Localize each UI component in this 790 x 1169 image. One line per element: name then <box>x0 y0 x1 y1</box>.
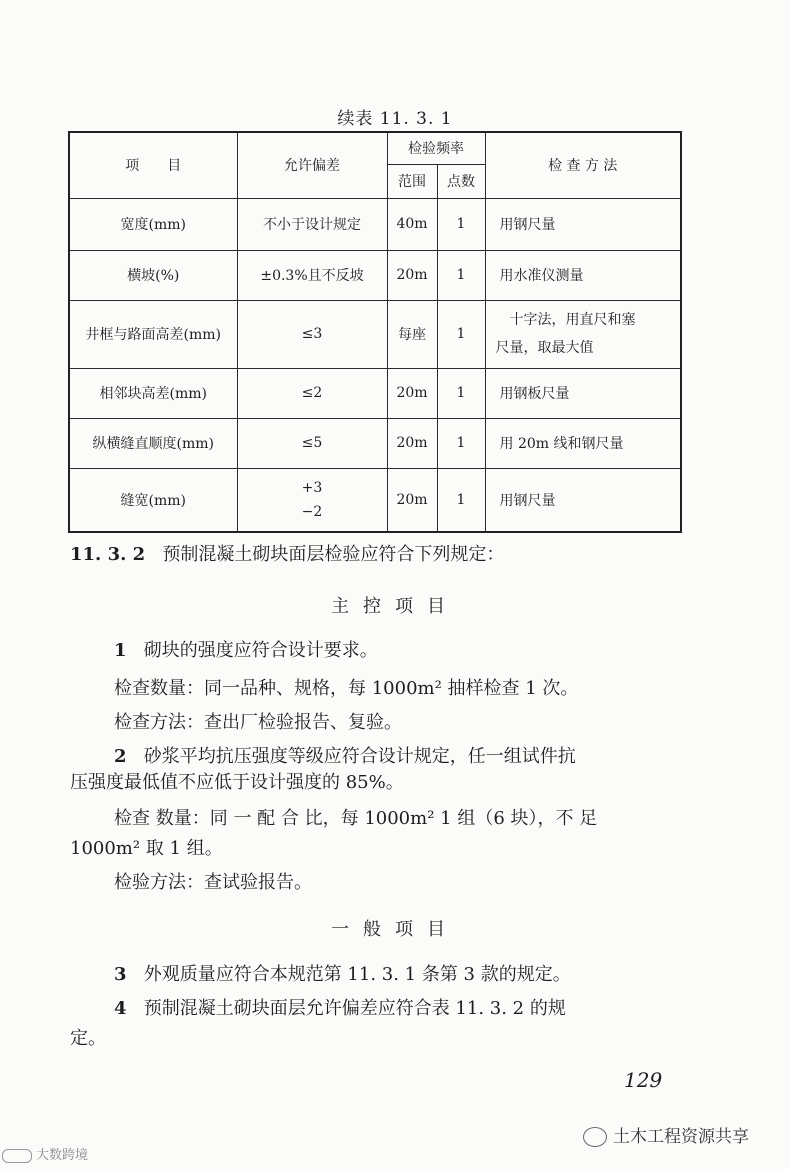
cell-deviation: ±0.3%且不反坡 <box>237 250 387 300</box>
table-row <box>69 198 681 250</box>
cell-range: 20m <box>387 468 437 532</box>
header-frequency: 检验频率 <box>387 132 485 164</box>
watermark-left-text: 大数跨境 <box>36 1148 89 1163</box>
item-1-method: 检查方法：查出厂检验报告、复验。 <box>114 712 402 733</box>
item-2-cont: 压强度最低值不应低于设计强度的 85%。 <box>70 772 404 793</box>
cell-range: 20m <box>387 418 437 468</box>
item-number: 4 <box>114 998 127 1019</box>
table-caption: 续表 11. 3. 1 <box>337 109 453 129</box>
item-3 <box>114 958 764 992</box>
cell-method: 用钢尺量 <box>485 468 681 532</box>
cell-method: 用水准仪测量 <box>485 250 681 300</box>
item-number: 1 <box>114 640 127 661</box>
deviation-lower: −2 <box>301 503 323 520</box>
item-number: 3 <box>114 964 127 985</box>
cell-item: 缝宽(mm) <box>69 468 237 532</box>
cell-method <box>485 300 681 368</box>
item-2-quantity-cont: 1000m² 取 1 组。 <box>70 838 223 859</box>
cell-points: 1 <box>437 418 485 468</box>
cell-deviation: 不小于设计规定 <box>237 198 387 250</box>
item-1 <box>114 634 764 668</box>
cell-range: 20m <box>387 250 437 300</box>
table-row <box>69 300 681 368</box>
table-row <box>69 418 681 468</box>
cell-deviation: ≤2 <box>237 368 387 418</box>
method-line: 十字法，用直尺和塞 <box>509 312 636 328</box>
table-row <box>69 468 681 532</box>
item-text: 预制混凝土砌块面层允许偏差应符合表 11. 3. 2 的规 <box>143 998 566 1019</box>
cell-method: 用钢板尺量 <box>485 368 681 418</box>
cell-range: 40m <box>387 198 437 250</box>
cell-points: 1 <box>437 300 485 368</box>
brand-icon <box>2 1149 32 1163</box>
item-4 <box>114 992 764 1026</box>
item-2-quantity: 检查 数量：同 一 配 合 比，每 1000m² 1 组（6 块），不 足 <box>114 808 598 829</box>
item-1-quantity: 检查数量：同一品种、规格，每 1000m² 抽样检查 1 次。 <box>114 678 579 699</box>
cell-method: 用钢尺量 <box>485 198 681 250</box>
page-number: 129 <box>624 1068 663 1092</box>
clause-number: 11. 3. 2 <box>70 544 146 565</box>
header-item: 项 目 <box>69 132 237 198</box>
deviation-upper: +3 <box>301 479 323 496</box>
watermark-right <box>583 1122 749 1147</box>
cell-points: 1 <box>437 468 485 532</box>
cell-deviation: ≤3 <box>237 300 387 368</box>
header-range: 范围 <box>387 164 437 198</box>
table-row <box>69 250 681 300</box>
cell-points: 1 <box>437 368 485 418</box>
item-4-cont: 定。 <box>70 1028 106 1049</box>
cell-deviation <box>237 468 387 532</box>
watermark-right-text: 土木工程资源共享 <box>613 1127 749 1147</box>
header-points: 点数 <box>437 164 485 198</box>
cell-item: 井框与路面高差(mm) <box>69 300 237 368</box>
item-text: 外观质量应符合本规范第 11. 3. 1 条第 3 款的规定。 <box>143 964 571 985</box>
item-text: 砂浆平均抗压强度等级应符合设计规定，任一组试件抗 <box>143 746 576 767</box>
clause-heading <box>70 538 720 572</box>
main-control-heading: 主控项目 <box>331 596 459 617</box>
item-text: 砌块的强度应符合设计要求。 <box>143 640 378 661</box>
header-method: 检 查 方 法 <box>485 132 681 198</box>
cell-points: 1 <box>437 198 485 250</box>
clause-text: 预制混凝土砌块面层检验应符合下列规定： <box>162 544 505 565</box>
cell-points: 1 <box>437 250 485 300</box>
cell-range: 每座 <box>387 300 437 368</box>
cell-item: 纵横缝直顺度(mm) <box>69 418 237 468</box>
general-heading: 一般项目 <box>331 919 459 940</box>
cell-item: 横坡(%) <box>69 250 237 300</box>
watermark-left <box>2 1144 88 1163</box>
item-number: 2 <box>114 746 127 767</box>
cell-item: 相邻块高差(mm) <box>69 368 237 418</box>
cell-range: 20m <box>387 368 437 418</box>
method-line: 尺量，取最大值 <box>495 340 594 356</box>
table-row <box>69 368 681 418</box>
cell-method: 用 20m 线和钢尺量 <box>485 418 681 468</box>
cell-item: 宽度(mm) <box>69 198 237 250</box>
tolerance-table <box>68 131 682 533</box>
cell-deviation: ≤5 <box>237 418 387 468</box>
header-deviation: 允许偏差 <box>237 132 387 198</box>
wechat-icon <box>583 1127 607 1147</box>
item-2-method: 检验方法：查试验报告。 <box>114 872 312 893</box>
